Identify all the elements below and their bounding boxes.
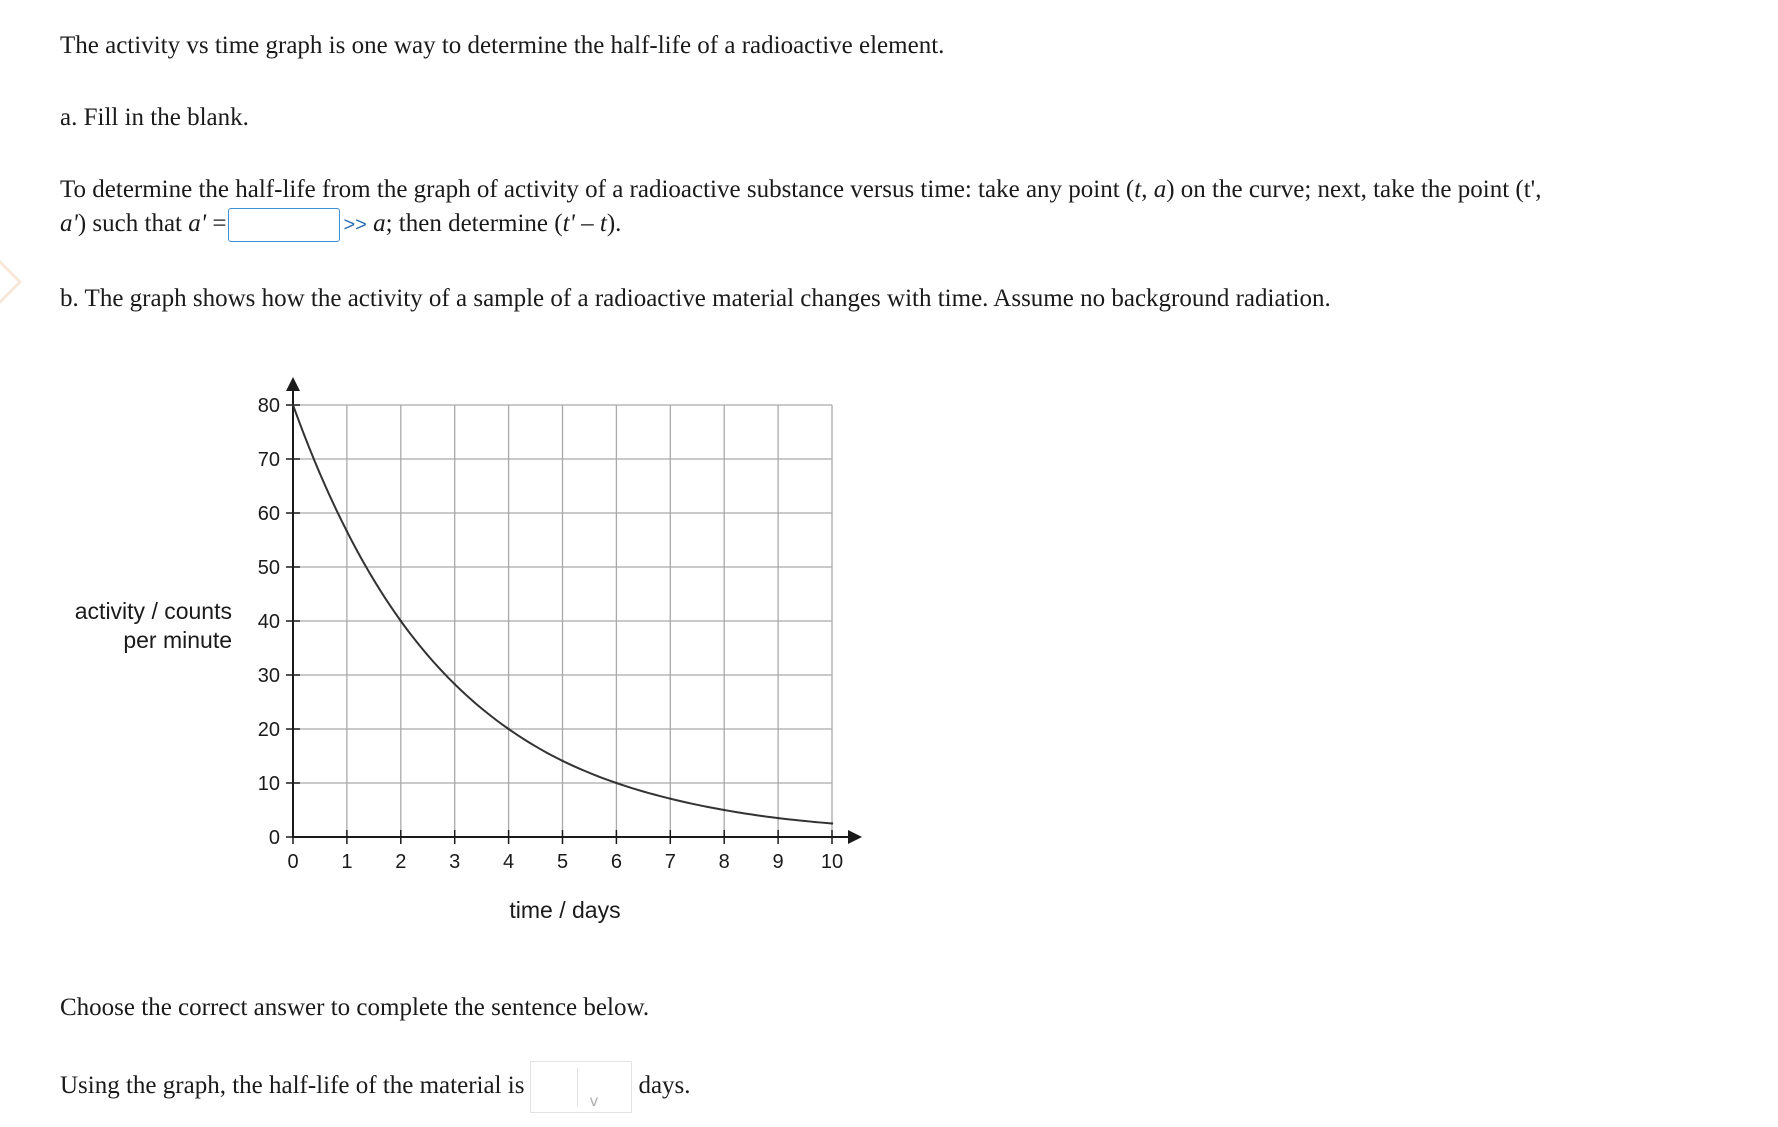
y-axis-arrow-icon — [286, 377, 300, 391]
y-tick-label-60: 60 — [257, 503, 280, 525]
y-tick-label-30: 30 — [257, 665, 280, 687]
x-tick-label-1: 1 — [341, 851, 353, 873]
t-prime-minus-t: t' – t — [562, 210, 607, 237]
x-axis-label: time / days — [509, 897, 621, 923]
intro-text: The activity vs time graph is one way to determine the half-life of a radioactive element. — [60, 32, 945, 59]
part-a-line-2 — [60, 206, 621, 243]
y-tick-label-0: 0 — [268, 827, 280, 849]
y-axis-label-line-2: per minute — [123, 627, 232, 653]
x-tick-label-5: 5 — [556, 851, 569, 873]
x-tick-label-4: 4 — [503, 851, 515, 873]
half-life-dropdown[interactable] — [530, 1061, 632, 1113]
x-tick-label-6: 6 — [610, 851, 622, 873]
x-tick-label-8: 8 — [718, 851, 730, 873]
y-tick-label-50: 50 — [257, 557, 280, 579]
line1-after: ) on the curve; next, take the point (t', — [1166, 176, 1542, 203]
line1-comma: , — [1141, 176, 1154, 203]
y-tick-label-20: 20 — [257, 719, 280, 741]
part-a-line-1 — [60, 172, 1541, 208]
data-point-5 — [561, 760, 563, 762]
activity-time-chart — [0, 360, 900, 940]
line1-before: To determine the half-life from the graph of activity of a radioactive substance versus time: take any point ( — [60, 176, 1135, 203]
data-point-3 — [454, 683, 456, 685]
var-t: t — [1134, 176, 1142, 203]
y-tick-label-10: 10 — [257, 773, 280, 795]
line2-then: ; then determine ( — [385, 210, 563, 237]
var-a-prime-open: a' — [60, 210, 78, 237]
data-point-6 — [615, 782, 617, 784]
line2-close: ). — [606, 210, 622, 237]
x-tick-label-7: 7 — [664, 851, 676, 873]
chart-axes — [286, 377, 862, 844]
x-axis-arrow-icon — [848, 830, 862, 844]
dropdown-separator — [577, 1068, 578, 1106]
y-tick-label-40: 40 — [257, 611, 280, 633]
x-tick-label-10: 10 — [820, 851, 844, 873]
line2-such-that: ) such that — [77, 210, 189, 237]
part-a-label: a. Fill in the blank. — [60, 104, 249, 131]
var-a-2: a — [373, 210, 386, 237]
line2-equals: = — [206, 210, 227, 237]
sentence-after: days. — [638, 1072, 691, 1099]
data-point-2 — [400, 620, 402, 622]
x-tick-label-9: 9 — [772, 851, 784, 873]
sentence-before: Using the graph, the half-life of the material is — [60, 1072, 525, 1099]
x-tick-label-2: 2 — [395, 851, 407, 873]
y-tick-label-70: 70 — [257, 449, 280, 471]
bookmark-tab-icon[interactable] — [0, 258, 22, 306]
y-axis-label-line-1: activity / counts — [74, 598, 232, 624]
data-point-9 — [777, 817, 779, 819]
x-tick-label-3: 3 — [449, 851, 461, 873]
chevron-down-icon: v — [589, 1092, 599, 1111]
data-point-8 — [723, 809, 725, 811]
guillemets-symbol: >> — [343, 214, 367, 236]
var-a-prime: a' — [188, 210, 207, 237]
chart-grid — [293, 405, 832, 837]
x-tick-label-0: 0 — [287, 851, 299, 873]
data-point-0 — [292, 404, 294, 406]
part-b-label: b. The graph shows how the activity of a sample of a radioactive material changes with time. Assume no background radiation. — [60, 285, 1331, 312]
data-point-1 — [346, 530, 348, 532]
data-point-10 — [831, 822, 833, 824]
chart-ticks — [258, 395, 843, 873]
half-life-sentence — [60, 1060, 691, 1113]
y-tick-label-80: 80 — [257, 395, 280, 417]
var-a: a — [1153, 176, 1167, 203]
data-point-7 — [669, 797, 671, 799]
data-point-4 — [507, 728, 509, 730]
a-prime-blank-input[interactable] — [228, 208, 340, 242]
question-prompt: Choose the correct answer to complete the sentence below. — [60, 994, 650, 1021]
